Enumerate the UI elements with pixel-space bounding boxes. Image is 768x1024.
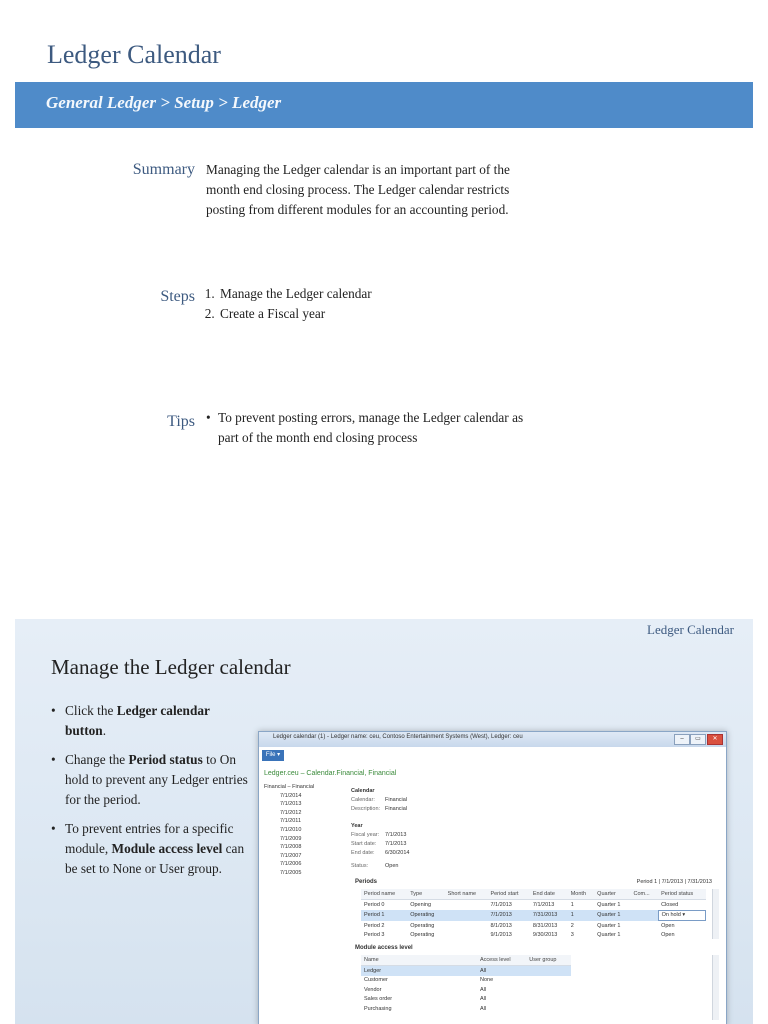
tree-node[interactable]: 7/1/2009 — [280, 835, 302, 842]
bullet-icon: • — [206, 410, 211, 425]
table-row[interactable] — [361, 995, 571, 1005]
cell: Operating — [410, 932, 435, 939]
tip-line: To prevent posting errors, manage the Ledger calendar as — [218, 410, 524, 425]
cell — [526, 985, 571, 995]
close-button[interactable]: ✕ — [707, 734, 723, 745]
cell: 9/1/2013 — [490, 932, 512, 939]
access-level-cell[interactable]: All — [480, 996, 487, 1003]
tree-node[interactable]: 7/1/2010 — [280, 826, 302, 833]
cell — [526, 976, 571, 986]
status-value: Open — [385, 863, 399, 869]
breadcrumb: General Ledger > Setup > Ledger — [46, 93, 282, 112]
cell — [445, 900, 488, 911]
cell: 2 — [570, 922, 574, 929]
cell — [631, 910, 659, 921]
col-header[interactable]: Type — [407, 889, 444, 900]
slide-bullets — [51, 701, 251, 888]
cell: 3 — [570, 932, 574, 939]
status-label: Status: — [351, 863, 369, 869]
cell: 7/1/2013 — [490, 902, 512, 908]
ledger-calendar-window — [258, 731, 727, 1024]
bullet-text: . — [102, 723, 107, 738]
cell: Operating — [407, 910, 444, 921]
col-header[interactable]: Period status — [658, 889, 705, 900]
module-access-grid — [361, 955, 571, 1014]
slide-bullet-item — [51, 819, 251, 879]
table-row[interactable] — [361, 900, 706, 911]
access-level-cell[interactable]: All — [477, 966, 526, 976]
description-label: Description: — [351, 806, 381, 812]
col-header[interactable]: Access level — [477, 955, 526, 966]
table-row-selected[interactable] — [361, 966, 571, 976]
steps-list — [204, 284, 584, 324]
cell — [631, 921, 659, 931]
bullet-text: can be set to None or User group. — [65, 841, 245, 876]
col-header[interactable]: Period start — [487, 889, 529, 900]
tips-label: Tips — [167, 413, 195, 430]
cell: Quarter 1 — [594, 910, 630, 921]
periods-info: Period 1 | 7/1/2013 | 7/31/2013 — [636, 879, 712, 885]
tree-node[interactable]: 7/1/2011 — [280, 818, 302, 825]
tree-node[interactable]: 7/1/2012 — [280, 809, 302, 816]
calendar-label: Calendar: — [351, 797, 375, 803]
cell: Period 2 — [364, 922, 385, 929]
tree-node[interactable]: 7/1/2013 — [280, 801, 302, 808]
periods-grid — [361, 889, 706, 940]
tree-node[interactable]: 7/1/2006 — [280, 861, 302, 868]
chevron-down-icon: ▾ — [682, 912, 686, 919]
maximize-button[interactable]: ▭ — [690, 734, 706, 745]
cell: Period 0 — [364, 902, 385, 908]
cell: 7/1/2013 — [532, 902, 555, 908]
calendar-section-head: Calendar — [351, 788, 375, 794]
cell: Sales order — [364, 996, 393, 1003]
periods-scrollbar[interactable] — [712, 889, 719, 939]
start-date-value: 7/1/2013 — [385, 841, 407, 847]
col-header[interactable]: Quarter — [594, 889, 630, 900]
period-status-cell[interactable]: Open — [661, 932, 675, 939]
tree-node[interactable]: 7/1/2014 — [280, 792, 302, 799]
cell — [526, 966, 571, 976]
tree-node[interactable]: 7/1/2008 — [280, 844, 302, 851]
minimize-button[interactable]: – — [674, 734, 690, 745]
cell — [526, 1004, 571, 1014]
file-menu-button[interactable] — [262, 750, 284, 761]
summary-line: posting from different modules for an accounting period. — [206, 202, 509, 217]
year-section-head: Year — [351, 823, 363, 829]
summary-text — [206, 160, 586, 220]
step-item: 1. Manage the Ledger calendar — [218, 284, 584, 304]
fiscal-year-value: 7/1/2013 — [385, 832, 407, 838]
access-level-cell[interactable]: None — [480, 977, 494, 984]
cell: Operating — [410, 922, 435, 929]
bullet-text: to On hold to prevent any Ledger entries for the period. — [65, 752, 248, 807]
fiscal-year-tree — [264, 784, 346, 879]
cell: Period 3 — [364, 932, 385, 939]
table-row[interactable] — [361, 976, 571, 986]
table-row-selected[interactable] — [361, 910, 706, 921]
page-title: Ledger Calendar — [47, 40, 221, 69]
bullet-bold-text: Module access level — [111, 841, 223, 856]
cell: Period 1 — [361, 910, 407, 921]
start-date-label: Start date: — [351, 841, 377, 847]
summary-line: Managing the Ledger calendar is an important part of the — [206, 162, 510, 177]
table-row[interactable] — [361, 921, 706, 931]
table-row[interactable] — [361, 931, 706, 941]
module-scrollbar[interactable] — [712, 955, 719, 1020]
col-header[interactable]: Month — [568, 889, 594, 900]
col-header[interactable]: End date — [530, 889, 568, 900]
step-item: 2. Create a Fiscal year — [218, 304, 584, 324]
table-row[interactable] — [361, 985, 571, 995]
cell: Customer — [364, 977, 388, 984]
calendar-form — [351, 784, 721, 872]
cell: 7/1/2013 — [487, 910, 529, 921]
cell: Ledger — [361, 966, 477, 976]
cell — [445, 931, 488, 941]
col-header[interactable]: Short name — [445, 889, 488, 900]
slide-bullet-item — [51, 701, 251, 741]
cell: 8/31/2013 — [532, 922, 558, 929]
tip-line: part of the month end closing process — [218, 430, 418, 445]
tree-node[interactable]: 7/1/2005 — [280, 869, 302, 876]
module-section-head[interactable]: Module access level — [355, 945, 413, 951]
cell: 7/31/2013 — [530, 910, 568, 921]
steps-label: Steps — [160, 288, 195, 305]
cell: Quarter 1 — [597, 932, 621, 939]
slide-title: Manage the Ledger calendar — [51, 655, 291, 679]
cell — [445, 910, 488, 921]
bullet-text: Change the — [65, 752, 129, 767]
end-date-label: End date: — [351, 850, 375, 856]
col-header[interactable]: User group — [526, 955, 571, 966]
bullet-text: To prevent entries for a specific module, — [65, 821, 234, 856]
cell: Quarter 1 — [597, 902, 621, 908]
cell: 9/30/2013 — [532, 932, 558, 939]
bullet-icon: • — [51, 752, 56, 767]
tip-item — [206, 408, 586, 448]
bullet-icon: • — [51, 703, 56, 718]
bullet-bold-text: Ledger calendar button — [65, 703, 210, 738]
period-status-select[interactable] — [658, 910, 705, 921]
bullet-icon: • — [51, 821, 56, 836]
periods-section-head[interactable]: Periods — [355, 879, 378, 885]
cell: 8/1/2013 — [490, 922, 512, 929]
access-level-cell[interactable]: All — [480, 986, 487, 993]
period-status-cell[interactable]: Open — [661, 922, 675, 929]
tree-node-root[interactable]: Financial – Financial — [264, 784, 315, 790]
fiscal-year-label: Fiscal year: — [351, 832, 380, 838]
bullet-text: Click the — [65, 703, 117, 718]
slide-panel — [15, 619, 753, 1024]
tips-list — [206, 408, 586, 448]
period-status-value: On hold — [661, 912, 681, 919]
summary-label: Summary — [132, 161, 195, 178]
col-header[interactable]: Name — [361, 955, 477, 966]
slide-bullet-item — [51, 750, 251, 810]
cell — [445, 921, 488, 931]
description-field[interactable]: Financial — [385, 806, 408, 812]
end-date-value: 6/30/2014 — [385, 850, 410, 856]
cell: Quarter 1 — [597, 922, 621, 929]
window-breadcrumb: Ledger.ceu – Calendar.Financial, Financial — [264, 770, 397, 777]
tree-node[interactable]: 7/1/2007 — [280, 852, 302, 859]
window-titlebar — [259, 732, 726, 747]
cell — [631, 931, 659, 941]
cell: Vendor — [364, 986, 382, 993]
window-title: Ledger calendar (1) - Ledger name: ceu, Contoso Entertainment Systems (West), Ledger: ceu — [273, 734, 523, 740]
period-status-cell[interactable]: Closed — [661, 901, 679, 908]
cell: Opening — [410, 902, 431, 908]
calendar-field[interactable]: Financial — [385, 797, 408, 803]
cell — [631, 900, 659, 911]
col-header[interactable]: Period name — [361, 889, 407, 900]
file-label: File — [265, 752, 276, 758]
col-header[interactable]: Com... — [631, 889, 659, 900]
summary-line: month end closing process. The Ledger calendar restricts — [206, 182, 510, 197]
bullet-bold-text: Period status — [128, 752, 203, 767]
chevron-down-icon: ▾ — [277, 752, 281, 758]
cell: 1 — [570, 902, 574, 908]
access-level-cell[interactable]: All — [480, 1005, 487, 1012]
table-row[interactable] — [361, 1004, 571, 1014]
cell — [526, 995, 571, 1005]
slide-tag: Ledger Calendar — [647, 622, 734, 637]
cell: 1 — [568, 910, 594, 921]
cell: Purchasing — [364, 1005, 392, 1012]
